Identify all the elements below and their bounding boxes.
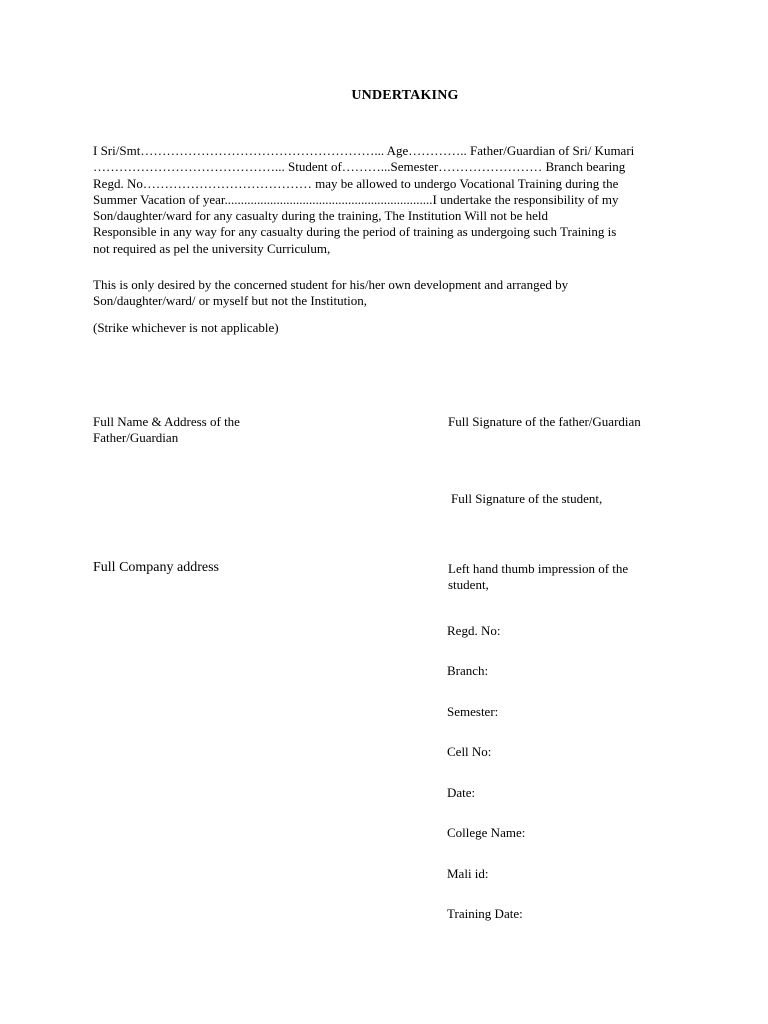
paragraph-line: I Sri/Smt………………………………………………... Age………….. Father/Guardian of Sri/ Kumari [93,143,635,158]
strike-note: (Strike whichever is not applicable) [93,320,279,335]
semester-field-label: Semester: [447,704,499,719]
paragraph-line: Son/daughter/ward for any casualty during the training, The Institution Will not be held [93,208,548,224]
thumb-impression-label-continued: student, [448,577,489,592]
student-signature-label: Full Signature of the student, [451,491,603,506]
paragraph-line: ……………………………………... Student of………...Semester…………………… Branch bearing [93,159,626,175]
cell-no-field-label: Cell No: [447,744,492,759]
date-field-label: Date: [447,785,476,800]
paragraph-line: Regd. No………………………………… may be allowed to undergo Vocational Training during the [93,175,619,191]
guardian-signature-label: Full Signature of the father/Guardian [448,414,641,429]
guardian-name-label: Full Name & Address of the [93,414,240,429]
company-address-label: Full Company address [93,560,219,575]
paragraph-line: Responsible in any way for any casualty during the period of training as undergoing such Training is [93,224,617,240]
paragraph-line: This is only desired by the concerned student for his/her own development and arranged by [93,277,569,292]
mail-id-field-label: Mali id: [447,866,489,881]
paragraph-line: Summer Vacation of year................................................................I undertake the responsibility of my [93,191,619,207]
training-date-field-label: Training Date: [447,906,523,921]
undertaking-paragraph [93,143,683,257]
branch-field-label: Branch: [447,663,489,678]
regd-no-field-label: Regd. No: [447,623,501,638]
page-title: UNDERTAKING [351,88,459,103]
guardian-name-label-continued: Father/Guardian [93,430,179,445]
disclaimer-paragraph [93,277,683,310]
thumb-impression-label: Left hand thumb impression of the [448,561,629,576]
paragraph-line: Son/daughter/ward/ or myself but not the Institution, [93,293,368,309]
paragraph-line: not required as pel the university Curriculum, [93,240,331,256]
college-name-field-label: College Name: [447,825,526,840]
